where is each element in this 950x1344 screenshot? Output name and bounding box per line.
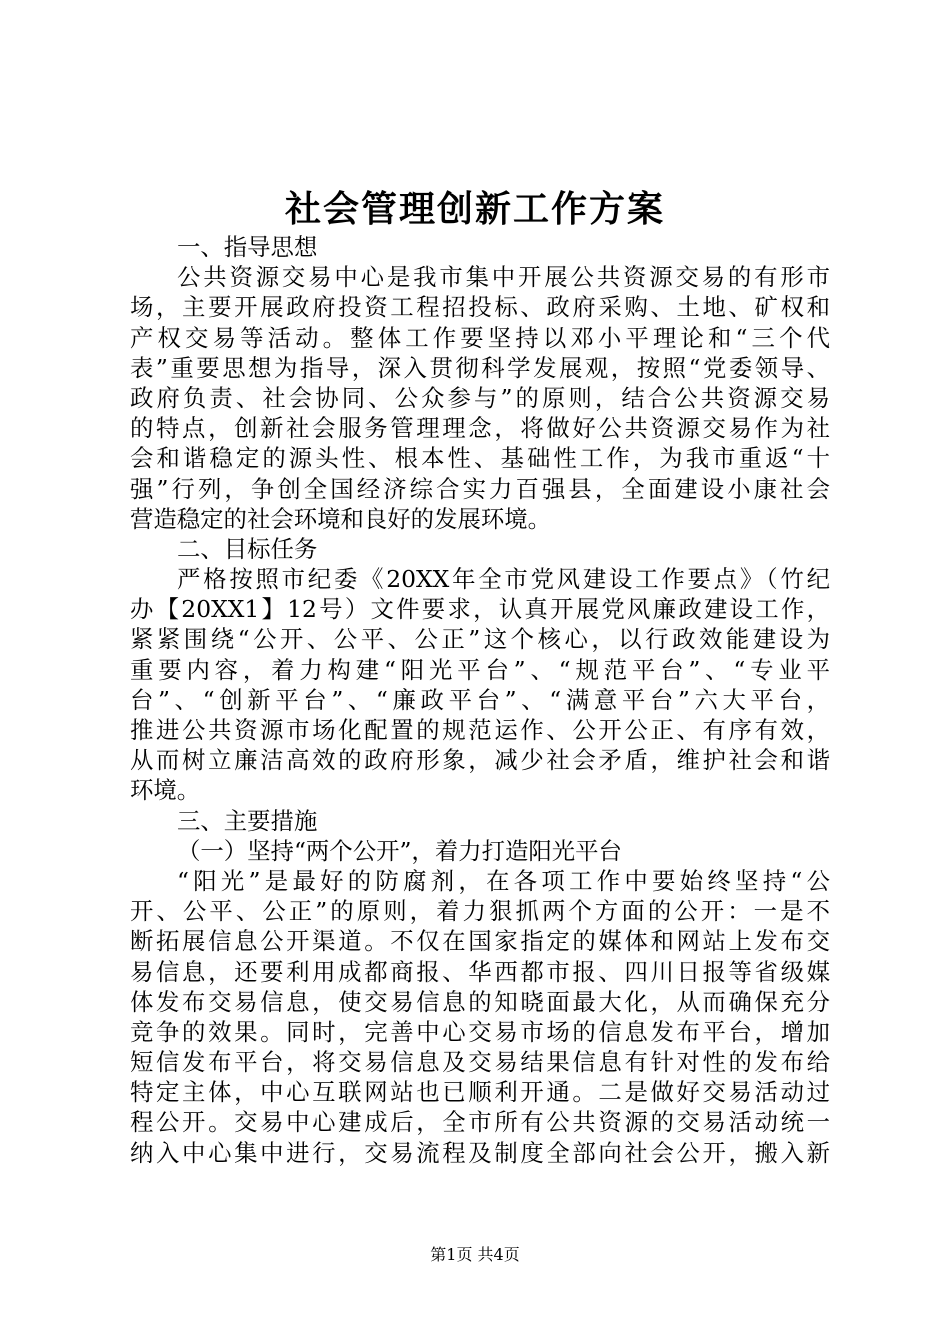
text-line: 特定主体，中心互联网站也已顺利开通。二是做好交易活动过 bbox=[130, 1078, 830, 1107]
text-line: 环境。 bbox=[130, 776, 201, 805]
document-body bbox=[130, 232, 830, 1168]
text-line: 重要内容，着力构建“阳光平台”、“规范平台”、“专业平 bbox=[130, 655, 830, 684]
text-line: 一、指导思想 bbox=[177, 233, 318, 261]
page-footer: 第1页 共4页 bbox=[430, 1245, 520, 1264]
text-line: 台”、“创新平台”、“廉政平台”、“满意平台”六大平台， bbox=[130, 685, 830, 714]
text-line: 开、公平、公正”的原则，着力狠抓两个方面的公开：一是不 bbox=[130, 897, 830, 926]
text-line: 断拓展信息公开渠道。不仅在国家指定的媒体和网站上发布交 bbox=[130, 927, 830, 956]
text-line: 紧紧围绕“公开、公平、公正”这个核心，以行政效能建设为 bbox=[130, 625, 830, 654]
text-line: 办【20XX1】12号）文件要求，认真开展党风廉政建设工作， bbox=[130, 595, 830, 624]
text-line: 推进公共资源市场化配置的规范运作、公开公正、有序有效， bbox=[130, 716, 830, 744]
document-title: 社会管理创新工作方案 bbox=[284, 188, 665, 230]
text-line: “阳光”是最好的防腐剂，在各项工作中要始终坚持“公 bbox=[177, 866, 830, 895]
text-line: （一）坚持“两个公开”，着力打造阳光平台 bbox=[177, 836, 622, 865]
text-line: 程公开。交易中心建成后，全市所有公共资源的交易活动统一 bbox=[130, 1108, 830, 1137]
text-line: 的特点，创新社会服务管理理念，将做好公共资源交易作为社 bbox=[130, 414, 830, 443]
text-line: 营造稳定的社会环境和良好的发展环境。 bbox=[130, 504, 552, 533]
text-line: 从而树立廉洁高效的政府形象，减少社会矛盾，维护社会和谐 bbox=[130, 746, 830, 775]
text-line: 产权交易等活动。整体工作要坚持以邓小平理论和“三个代 bbox=[130, 323, 830, 352]
text-line: 易信息，还要利用成都商报、华西都市报、四川日报等省级媒 bbox=[130, 957, 830, 986]
text-line: 三、主要措施 bbox=[177, 806, 318, 835]
text-line: 强”行列，争创全国经济综合实力百强县，全面建设小康社会 bbox=[130, 474, 830, 503]
text-line: 场，主要开展政府投资工程招投标、政府采购、土地、矿权和 bbox=[130, 293, 830, 322]
text-line: 严格按照市纪委《20XX年全市党风建设工作要点》（竹纪 bbox=[177, 565, 830, 594]
text-line: 竞争的效果。同时，完善中心交易市场的信息发布平台，增加 bbox=[130, 1017, 830, 1046]
text-line: 政府负责、社会协同、公众参与”的原则，结合公共资源交易 bbox=[130, 383, 830, 412]
text-line: 公共资源交易中心是我市集中开展公共资源交易的有形市 bbox=[177, 263, 830, 292]
text-line: 体发布交易信息，使交易信息的知晓面最大化，从而确保充分 bbox=[130, 987, 830, 1016]
text-line: 表”重要思想为指导，深入贯彻科学发展观，按照“党委领导、 bbox=[130, 353, 830, 382]
text-line: 会和谐稳定的源头性、根本性、基础性工作，为我市重返“十 bbox=[130, 444, 830, 473]
text-line: 短信发布平台，将交易信息及交易结果信息有针对性的发布给 bbox=[130, 1048, 830, 1077]
text-line: 二、目标任务 bbox=[177, 534, 318, 563]
text-line: 纳入中心集中进行，交易流程及制度全部向社会公开，搬入新 bbox=[130, 1138, 830, 1167]
